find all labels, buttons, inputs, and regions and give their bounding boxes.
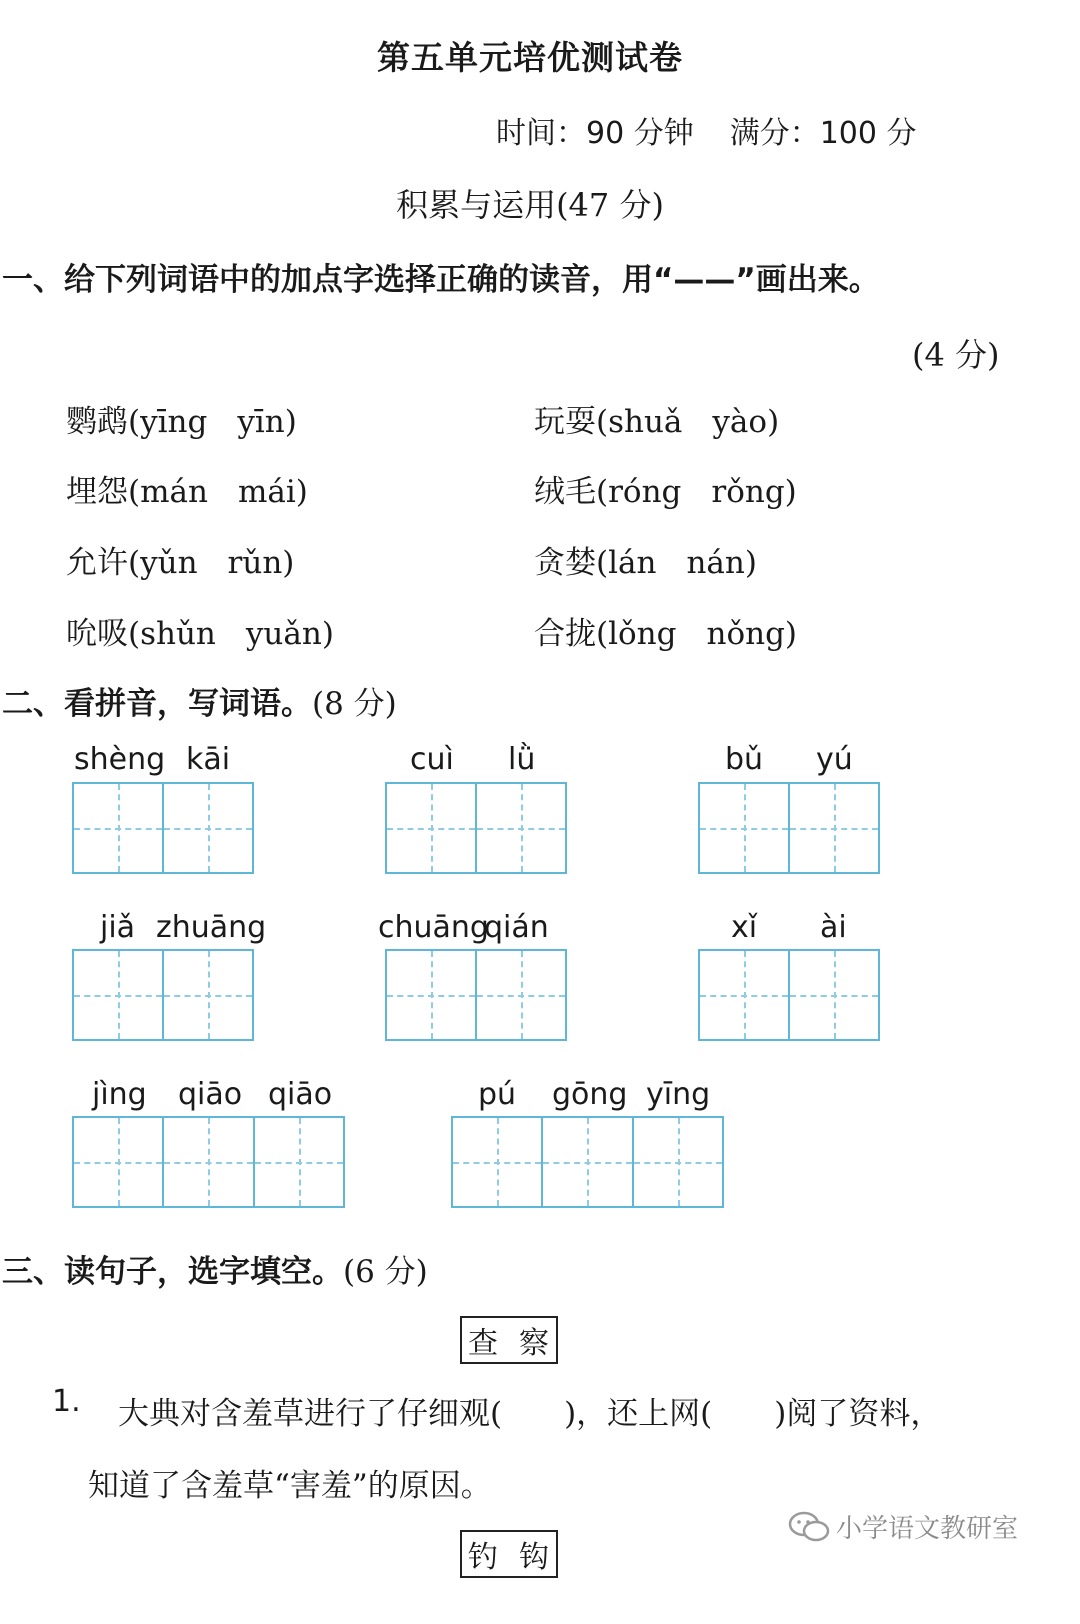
pinyin-choice-item [66,537,294,582]
pinyin-syllable: cuì [410,742,454,777]
question-1-title: 一、给下列词语中的加点字选择正确的读音，用“——”画出来。 [2,262,880,298]
pinyin-choice-item [534,466,797,511]
question-3-title: 三、读句子，选字填空。(6 分) [2,1254,428,1290]
choice-word: 允许 [66,545,128,581]
choice-option: nán) [686,545,757,581]
pinyin-choice-item [66,396,297,441]
writing-grid[interactable] [698,782,880,874]
watermark-text: 小学语文教研室 [836,1514,1019,1544]
choice-option: (yīng [128,404,208,440]
pinyin-syllable: bǔ [725,742,764,777]
choice-word: 埋怨 [66,474,128,510]
pinyin-syllable: yīng [646,1077,711,1112]
pinyin-choice-item [534,537,757,582]
choice-option: yào) [712,404,780,440]
choice-option: rǔn) [227,545,295,581]
pinyin-syllable: gōng [552,1077,628,1112]
full-score: 满分：100 分 [729,116,917,151]
choice-option: yīn) [237,404,297,440]
pinyin-choice-item [534,396,779,441]
choice-word: 贪婪 [534,545,596,581]
pinyin-syllable: jiǎ [100,910,136,945]
writing-grid[interactable] [385,782,567,874]
pinyin-syllable: kāi [186,742,231,777]
choice-option: (yǔn [128,545,198,581]
pinyin-choice-item [534,608,797,653]
word-choice-box: 钓 钩 [460,1530,558,1578]
pinyin-syllable: pú [478,1077,517,1112]
choice-word: 绒毛 [534,474,596,510]
pinyin-syllable: qián [484,910,549,945]
pinyin-syllable: ài [820,910,847,945]
sentence-line: 知道了含羞草“害羞”的原因。 [88,1468,492,1504]
writing-grid[interactable] [451,1116,724,1208]
pinyin-syllable: shèng [74,742,166,777]
choice-option: mái) [237,474,308,510]
wechat-icon [788,1511,830,1543]
choice-option: (lán [596,545,657,581]
choice-word: 鹦鹉 [66,404,128,440]
writing-grid[interactable] [72,949,254,1041]
writing-grid[interactable] [698,949,880,1041]
question-2-title: 二、看拼音，写词语。(8 分) [2,686,397,722]
choice-option: (mán [128,474,208,510]
pinyin-choice-item [66,608,334,653]
choice-option: (shǔn [128,616,216,652]
page-title: 第五单元培优测试卷 [377,38,683,77]
section-heading: 积累与运用(47 分) [396,186,664,224]
writing-grid[interactable] [72,1116,345,1208]
pinyin-syllable: qiāo [178,1077,243,1112]
choice-word: 吮吸 [66,616,128,652]
pinyin-syllable: jìng [92,1077,147,1112]
question-3-score: (6 分) [343,1254,428,1290]
sentence-line: 大典对含羞草进行了仔细观( )，还上网( )阅了资料， [118,1396,942,1432]
choice-option: rǒng) [711,474,797,510]
choice-option: nǒng) [706,616,798,652]
choice-option: (shuǎ [596,404,683,440]
choice-word: 合拢 [534,616,596,652]
choice-word: 玩耍 [534,404,596,440]
exam-info [496,108,917,152]
choice-option: yuǎn) [245,616,334,652]
pinyin-syllable: chuāng [378,910,489,945]
pinyin-syllable: yú [816,742,853,777]
pinyin-syllable: qiāo [268,1077,333,1112]
choice-option: (róng [596,474,682,510]
sentence-number: 1. [52,1384,81,1419]
pinyin-syllable: zhuāng [156,910,267,945]
time-limit: 时间：90 分钟 [496,116,694,151]
word-choice-box: 查 察 [460,1316,558,1364]
watermark [788,1508,1018,1545]
question-2-score: (8 分) [312,686,397,722]
pinyin-choice-item [66,466,308,511]
pinyin-syllable: xǐ [731,910,758,945]
writing-grid[interactable] [385,949,567,1041]
writing-grid[interactable] [72,782,254,874]
question-1-score: (4 分) [912,336,1000,374]
pinyin-syllable: lǜ [508,742,536,777]
choice-option: (lǒng [596,616,677,652]
